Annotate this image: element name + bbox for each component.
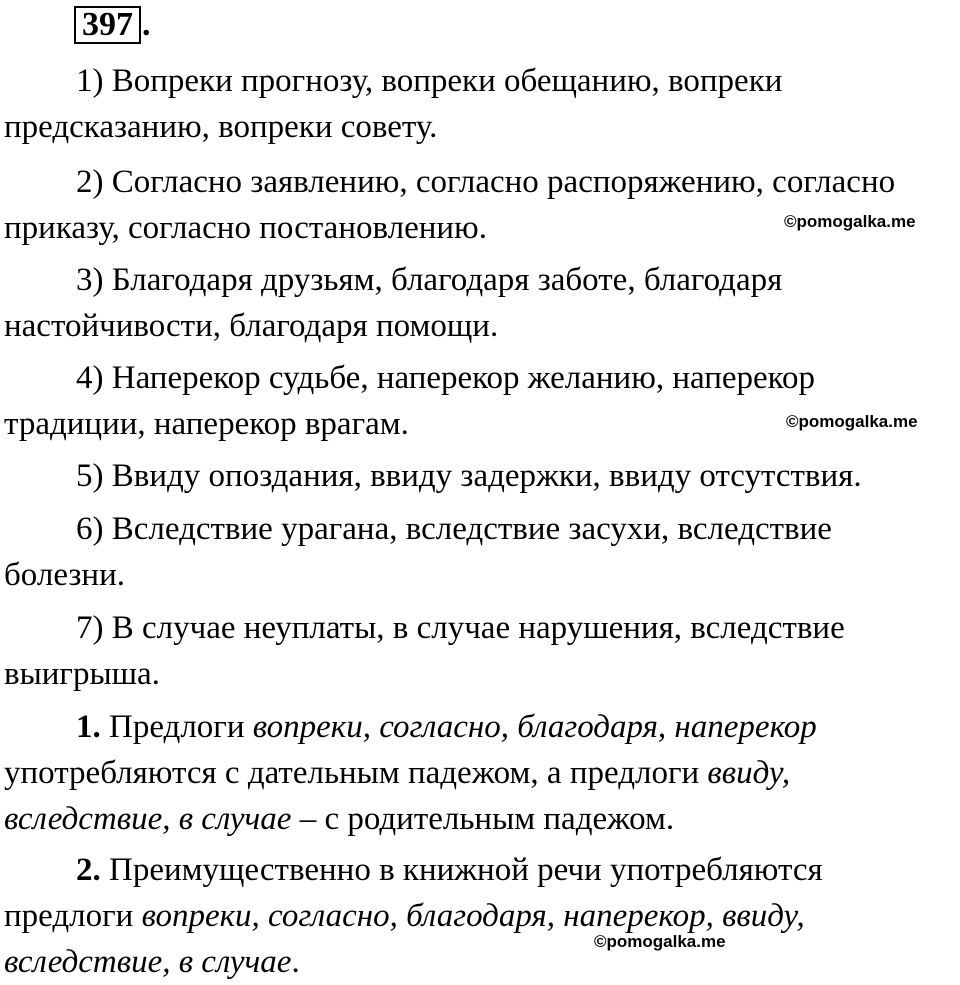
answer-item-3: 3) Благодаря друзьям, благодаря заботе, благодаря настойчивости, благодаря помощи.: [4, 262, 783, 344]
note-1: [4, 704, 954, 842]
task-number-header: [74, 6, 151, 44]
note-2-number: 2.: [76, 852, 101, 888]
task-number-box: 397: [74, 6, 141, 44]
note-2-italic: вопреки, согласно, благодаря, наперекор, ввиду, вследствие, в случае: [4, 898, 805, 980]
answer-item-4: 4) Наперекор судьбе, наперекор желанию, наперекор традиции, наперекор врагам.: [4, 360, 816, 442]
answer-item-1: 1) Вопреки прогнозу, вопреки обещанию, вопреки предсказанию, вопреки совету.: [4, 63, 783, 145]
note-1-pre: Предлоги: [100, 709, 253, 745]
answer-item-5: 5) Ввиду опоздания, ввиду задержки, ввиду отсутствия.: [76, 458, 862, 494]
note-2: [4, 847, 954, 985]
watermark-2: ©pomogalka.me: [786, 412, 918, 431]
watermark-3: ©pomogalka.me: [594, 932, 726, 951]
note-2-post: .: [291, 944, 300, 980]
note-1-post: – с родительным падежом.: [291, 801, 675, 837]
answer-item-6: 6) Вследствие урагана, вследствие засухи, вследствие болезни.: [4, 511, 832, 593]
task-number-dot: .: [142, 6, 151, 43]
note-1-italic-1: вопреки, согласно, благодаря, наперекор: [252, 709, 817, 745]
answer-item-2: 2) Согласно заявлению, согласно распоряжению, согласно приказу, согласно постановлению.: [4, 164, 896, 246]
watermark-1: ©pomogalka.me: [784, 212, 916, 231]
answer-item-7: 7) В случае неуплаты, в случае нарушения, вследствие выигрыша.: [4, 610, 845, 692]
note-1-mid: употребляются с дательным падежом, а предлоги: [4, 755, 708, 791]
note-1-italic-2: ввиду, вследствие, в случае: [4, 755, 791, 837]
note-2-pre: Преимущественно в книжной речи употребляются предлоги: [4, 852, 823, 934]
note-1-number: 1.: [76, 709, 101, 745]
